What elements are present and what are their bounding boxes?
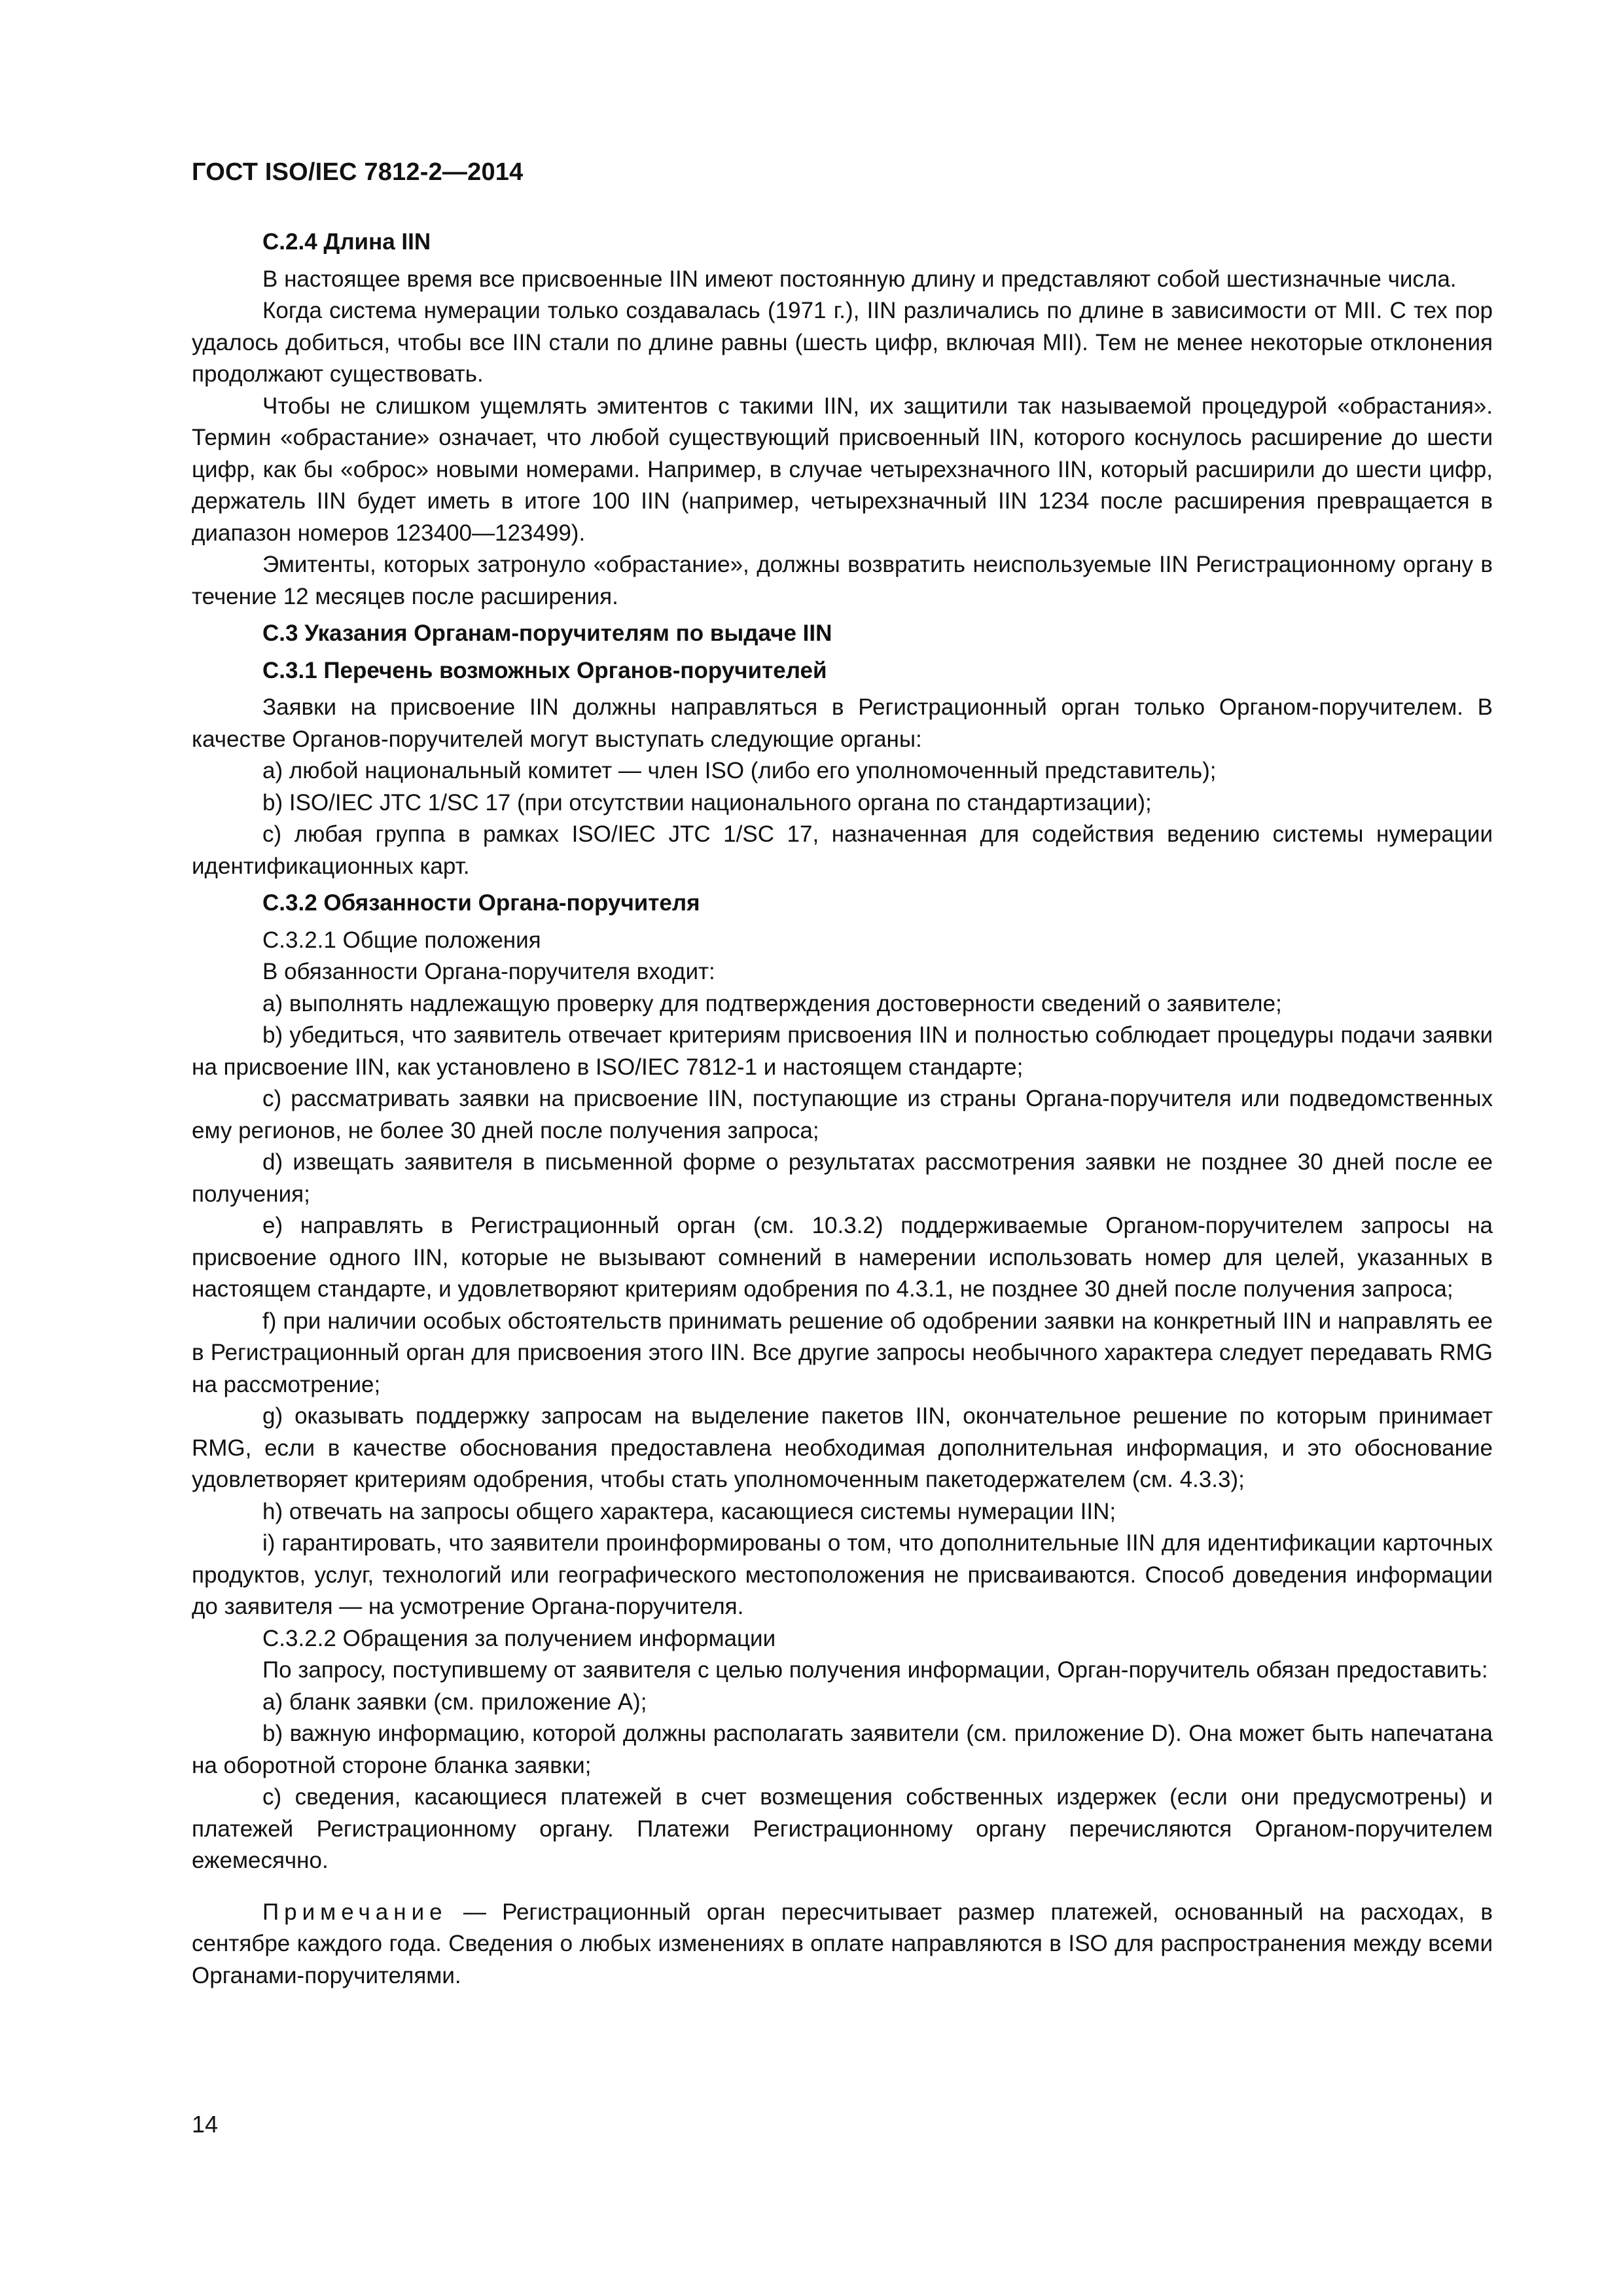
section-heading-c32: С.3.2 Обязанности Органа-поручителя xyxy=(262,890,700,916)
note-label: Примечание xyxy=(262,1899,448,1925)
note-text: — Регистрационный орган пересчитывает размер платежей, основанный на расходах, в сентябре каждого года. Сведения о любых изменениях в оплате направляются в ISO для распространения между всеми Органами-поручителями. xyxy=(192,1899,1493,1988)
list-item: a) бланк заявки (см. приложение A); xyxy=(262,1689,647,1715)
subsection-heading-c322: С.3.2.2 Обращения за получением информации xyxy=(262,1625,776,1651)
list-item: h) отвечать на запросы общего характера, касающиеся системы нумерации IIN; xyxy=(262,1498,1116,1524)
section-heading-c3: С.3 Указания Органам-поручителям по выдаче IIN xyxy=(262,620,832,646)
list-item: f) при наличии особых обстоятельств принимать решение об одобрении заявки на конкретный IIN и направлять ее в Регистрационный орган для присвоения этого IIN. Все другие запросы необычного характера следует передавать RMG на рассмотрение; xyxy=(192,1308,1493,1397)
paragraph: Когда система нумерации только создавалась (1971 г.), IIN различались по длине в зависимости от MII. С тех пор удалось добиться, чтобы все IIN стали по длине равны (шесть цифр, включая MII). Тем не менее некоторые отклонения продолжают существовать. xyxy=(192,298,1493,387)
paragraph: В обязанности Органа-поручителя входит: xyxy=(262,959,715,984)
paragraph: Эмитенты, которых затронуло «обрастание», должны возвратить неиспользуемые IIN Регистрационному органу в течение 12 месяцев после расширения. xyxy=(192,552,1493,609)
list-item: g) оказывать поддержку запросам на выделение пакетов IIN, окончательное решение по которым принимает RMG, если в качестве обоснования предоставлена необходимая дополнительная информация, и это обоснование удовлетворяет критериям одобрения, чтобы стать уполномоченным пакетодержателем (см. 4.3.3); xyxy=(192,1403,1493,1492)
note xyxy=(192,1897,1493,1992)
paragraph: По запросу, поступившему от заявителя с целью получения информации, Орган-поручитель обязан предоставить: xyxy=(262,1657,1488,1683)
paragraph: Заявки на присвоение IIN должны направляться в Регистрационный орган только Органом-поручителем. В качестве Органов-поручителей могут выступать следующие органы: xyxy=(192,694,1493,752)
paragraph: В настоящее время все присвоенные IIN имеют постоянную длину и представляют собой шестизначные числа. xyxy=(262,266,1457,292)
document-body xyxy=(192,226,1493,1992)
list-item: e) направлять в Регистрационный орган (см. 10.3.2) поддерживаемые Органом-поручителем запросы на присвоение одного IIN, которые не вызывают сомнений в намерении использовать номер для целей, указанных в настоящем стандарте, и удовлетворяют критериям одобрения по 4.3.1, не позднее 30 дней после получения запроса; xyxy=(192,1213,1493,1302)
section-heading-c24: С.2.4 Длина IIN xyxy=(262,229,431,255)
page-header: ГОСТ ISO/IEC 7812-2—2014 xyxy=(192,158,524,186)
list-item: b) ISO/IEC JTC 1/SC 17 (при отсутствии национального органа по стандартизации); xyxy=(262,789,1152,816)
list-item: d) извещать заявителя в письменной форме о результатах рассмотрения заявки не позднее 30 дней после ее получения; xyxy=(192,1149,1493,1207)
list-item: a) выполнять надлежащую проверку для подтверждения достоверности сведений о заявителе; xyxy=(262,990,1282,1016)
list-item: b) важную информацию, которой должны располагать заявители (см. приложение D). Она может быть напечатана на оборотной стороне бланка заявки; xyxy=(192,1721,1493,1778)
list-item: i) гарантировать, что заявители проинформированы о том, что дополнительные IIN для идентификации карточных продуктов, услуг, технологий или географического местоположения не присваиваются. Способ доведения информации до заявителя — на усмотрение Органа-поручителя. xyxy=(192,1530,1493,1619)
list-item: c) сведения, касающиеся платежей в счет возмещения собственных издержек (если они предусмотрены) и платежей Регистрационному органу. Платежи Регистрационному органу перечисляются Органом-поручителем ежемесячно. xyxy=(192,1784,1493,1873)
list-item: c) любая группа в рамках ISO/IEC JTC 1/SC 17, назначенная для содействия ведению системы нумерации идентификационных карт. xyxy=(192,821,1493,879)
page-number: 14 xyxy=(192,2111,219,2138)
subsection-heading-c321: С.3.2.1 Общие положения xyxy=(262,927,541,953)
section-heading-c31: С.3.1 Перечень возможных Органов-поручителей xyxy=(262,657,827,683)
list-item: a) любой национальный комитет — член ISO (либо его уполномоченный представитель); xyxy=(262,758,1217,783)
list-item: b) убедиться, что заявитель отвечает критериям присвоения IIN и полностью соблюдает процедуры подачи заявки на присвоение IIN, как установлено в ISO/IEC 7812-1 и настоящем стандарте; xyxy=(192,1022,1493,1080)
paragraph: Чтобы не слишком ущемлять эмитентов с такими IIN, их защитили так называемой процедурой «обрастания». Термин «обрастание» означает, что любой существующий присвоенный IIN, которого коснулось расширение до шести цифр, как бы «оброс» новыми номерами. Например, в случае четырехзначного IIN, который расширили до шести цифр, держатель IIN будет иметь в итоге 100 IIN (например, четырехзначный IIN 1234 после расширения превращается в диапазон номеров 123400—123499). xyxy=(192,393,1493,546)
list-item: c) рассматривать заявки на присвоение IIN, поступающие из страны Органа-поручителя или подведомственных ему регионов, не более 30 дней после получения запроса; xyxy=(192,1086,1493,1143)
